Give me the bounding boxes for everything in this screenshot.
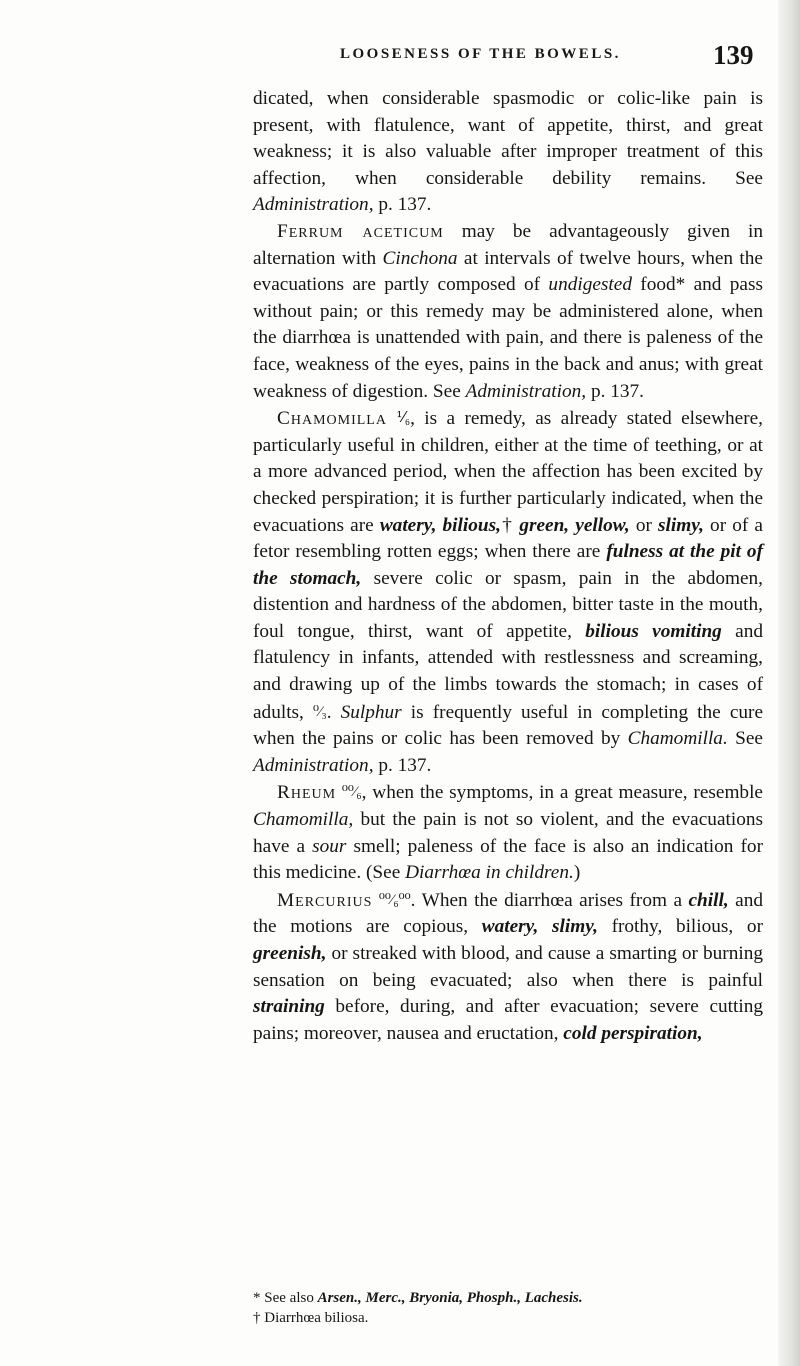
emphasis: sour [312,835,347,857]
text-run: p. 137. [373,194,432,216]
text-run: before, during, and after evacuation; severe cutting pains; moreover, nausea and eructation, [253,996,763,1044]
emphasis: chill, [688,889,729,911]
text-run: ) [573,862,581,884]
emphasis: watery, slimy, [481,916,598,938]
emphasis: Chamomilla. [627,728,728,750]
text-run: See [727,728,763,750]
text-run: frothy, bilious, or [597,916,763,938]
emphasis: fulness at the pit of the stomach, [253,541,763,589]
footnote-2: † Diarrhœa biliosa. [253,1310,369,1326]
text-run: or streaked with blood, and cause a smarting or burning sensation on being evacuated; also when there is painful [253,943,763,991]
emphasis: greenish, [253,943,327,964]
paragraph-ferrum [253,219,763,405]
text-run: dicated, when considerable spasmodic or colic-like pain is present, with flatulence, want of appetite, thirst, and great weakness; it is also valuable after improper treatment of this affection, when considerable debility remains. See [253,88,763,189]
page-number: 139 [713,40,754,70]
emphasis: cold perspiration, [563,1022,703,1044]
text-run: † [500,514,520,536]
dosage-symbol: ⁰⁰⁄₆ [341,784,362,801]
text-run: food* and pass without pain; or this remedy may be administered alone, when the diarrhœa is unattended with pain, and there is paleness of the face, weakness of the eyes, pains in the back and anus; with great weakness of digestion. See [253,274,763,402]
text-run: , is a remedy, as already stated elsewhere, particularly useful in children, either at the time of teething, or at a more advanced period, when the affection has been excited by checked perspiration; it is further particularly indicated, when the evacuations are [253,408,763,536]
footnote-references: Arsen., Merc., Bryonia, Phosph., Lachesis. [317,1290,583,1306]
emphasis: watery, bilious, [379,514,501,536]
emphasis: Sulphur [340,701,402,723]
text-run: or of a fetor resembling rotten eggs; when there are [253,514,763,563]
dosage-symbol: ⁰⁰⁄₆⁰⁰ [378,891,411,908]
cross-reference: Administration, [465,380,587,402]
emphasis: Diarrhœa in children. [405,862,574,884]
text-run: or [629,514,659,536]
cross-reference: Administration, [253,754,374,776]
emphasis: bilious vomiting [585,620,722,642]
paragraph-continuation [253,86,763,219]
text-run: may be advantageously given in alternation with [253,220,763,269]
text-run: and flatulency in infants, attended with restlessness and screaming, and drawing up of the limbs towards the stomach; in cases of adults, [253,620,764,723]
emphasis: undigested [548,274,632,296]
text-run: and the motions are copious, [253,889,763,938]
emphasis: slimy, [658,514,704,536]
paragraph-chamomilla [253,405,763,779]
footnote-marker: * See also [253,1290,318,1306]
text-run: p. 137. [586,380,644,402]
footnote-1 [253,1288,763,1308]
remedy-heading: Ferrum aceticum [277,220,444,242]
emphasis: green, yellow, [519,514,630,536]
dosage-symbol: ⅟₆ [396,410,411,427]
text-run: is frequently useful in completing the cure when the pains or colic has been removed by [253,701,763,750]
text-run: . [326,701,341,723]
paragraph-rheum [253,779,763,886]
emphasis: straining [253,996,325,1018]
text-run: p. 137. [373,754,432,776]
cross-reference: Administration, [253,194,374,216]
body-text [253,86,763,1047]
emphasis: Chamomilla, [253,809,354,831]
emphasis: Cinchona [382,247,458,269]
dosage-symbol: ⁰⁄₃ [312,703,327,720]
remedy-heading: Mercurius [277,889,373,911]
footnotes [253,1288,763,1328]
text-run: , when the symptoms, in a great measure, resemble [361,782,763,804]
running-head: LOOSENESS OF THE BOWELS. [340,46,621,62]
text-run: at intervals of twelve hours, when the evacuations are partly composed of [253,247,763,296]
page-header [0,40,780,70]
remedy-heading: Chamomilla [277,408,387,430]
remedy-heading: Rheum [277,782,337,804]
text-run: severe colic or spasm, pain in the abdomen, distention and hardness of the abdomen, bitter taste in the mouth, foul tongue, thirst, want of appetite, [253,567,764,642]
text-run: . When the diarrhœa arises from a [410,889,689,911]
page-edge-shadow [778,0,800,1366]
paragraph-mercurius [253,887,763,1048]
text-run: but the pain is not so violent, and the evacuations have a [253,809,763,857]
text-run: smell; paleness of the face is also an indication for this medicine. (See [253,835,763,884]
